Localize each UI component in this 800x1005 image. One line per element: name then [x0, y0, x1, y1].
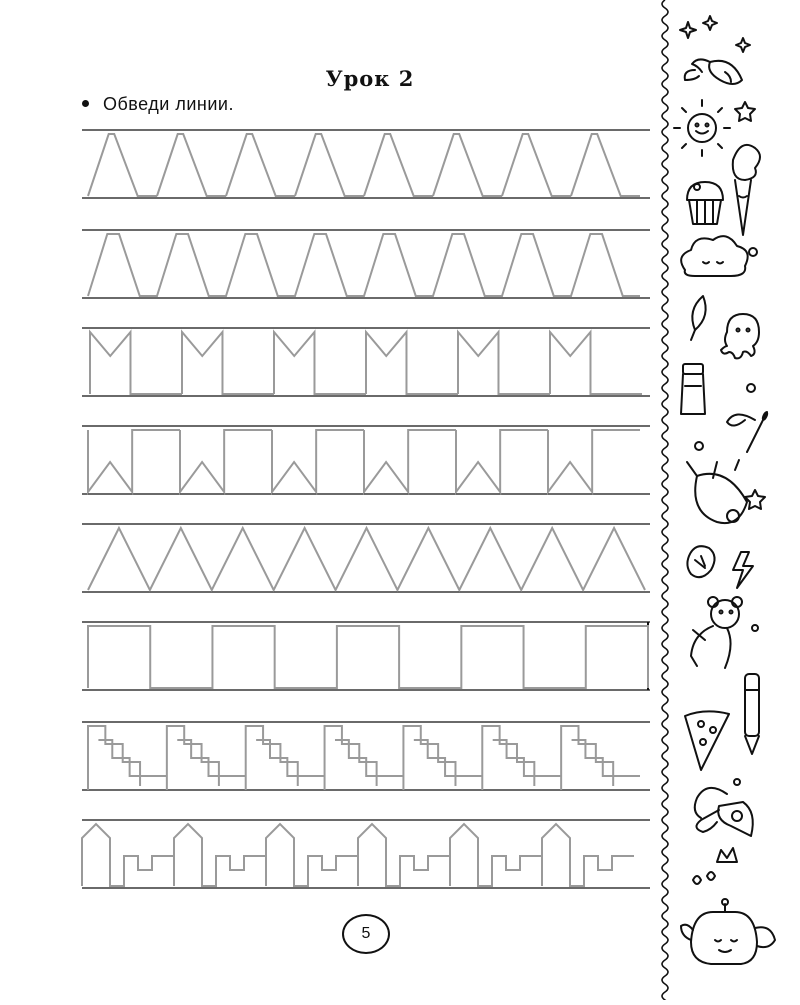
pen-icon — [745, 674, 759, 754]
sidebar-doodles — [655, 0, 800, 1000]
doodle-sidebar — [655, 0, 800, 1000]
sparkle-icon — [680, 16, 750, 52]
pizza-icon — [685, 711, 729, 770]
trace-pattern-row-7 — [88, 726, 640, 790]
rocket-icon — [687, 460, 765, 523]
cupcake-icon — [687, 182, 723, 224]
needle-icon — [695, 384, 768, 452]
kettle-icon — [681, 899, 775, 964]
hair-dryer-icon — [695, 779, 753, 836]
trace-pattern-row-5 — [88, 528, 645, 590]
lightning-icon — [733, 552, 753, 588]
lesson-title: Урок 2 — [325, 66, 415, 91]
leaf-icon — [691, 296, 706, 340]
cloud-icon — [681, 236, 757, 276]
teddy-bear-icon — [691, 597, 758, 668]
trace-pattern-row-8 — [82, 824, 634, 886]
beet-icon — [685, 59, 742, 84]
sun-icon — [674, 100, 730, 156]
trace-pattern-row-1 — [88, 134, 640, 196]
page-number: 5 — [342, 914, 390, 954]
octopus-icon — [721, 314, 759, 358]
paint-tube-icon — [681, 364, 705, 414]
ice-cream-icon — [733, 145, 760, 235]
trace-pattern-row-6 — [88, 626, 648, 688]
star-icon — [735, 102, 755, 121]
lemon-icon — [687, 546, 714, 577]
crown-icon — [717, 848, 737, 862]
instruction-text: Обведи линии. — [103, 94, 234, 114]
trace-pattern-row-4 — [88, 430, 640, 492]
trace-pattern-row-3 — [90, 332, 642, 394]
trace-pattern-row-2 — [88, 234, 640, 296]
